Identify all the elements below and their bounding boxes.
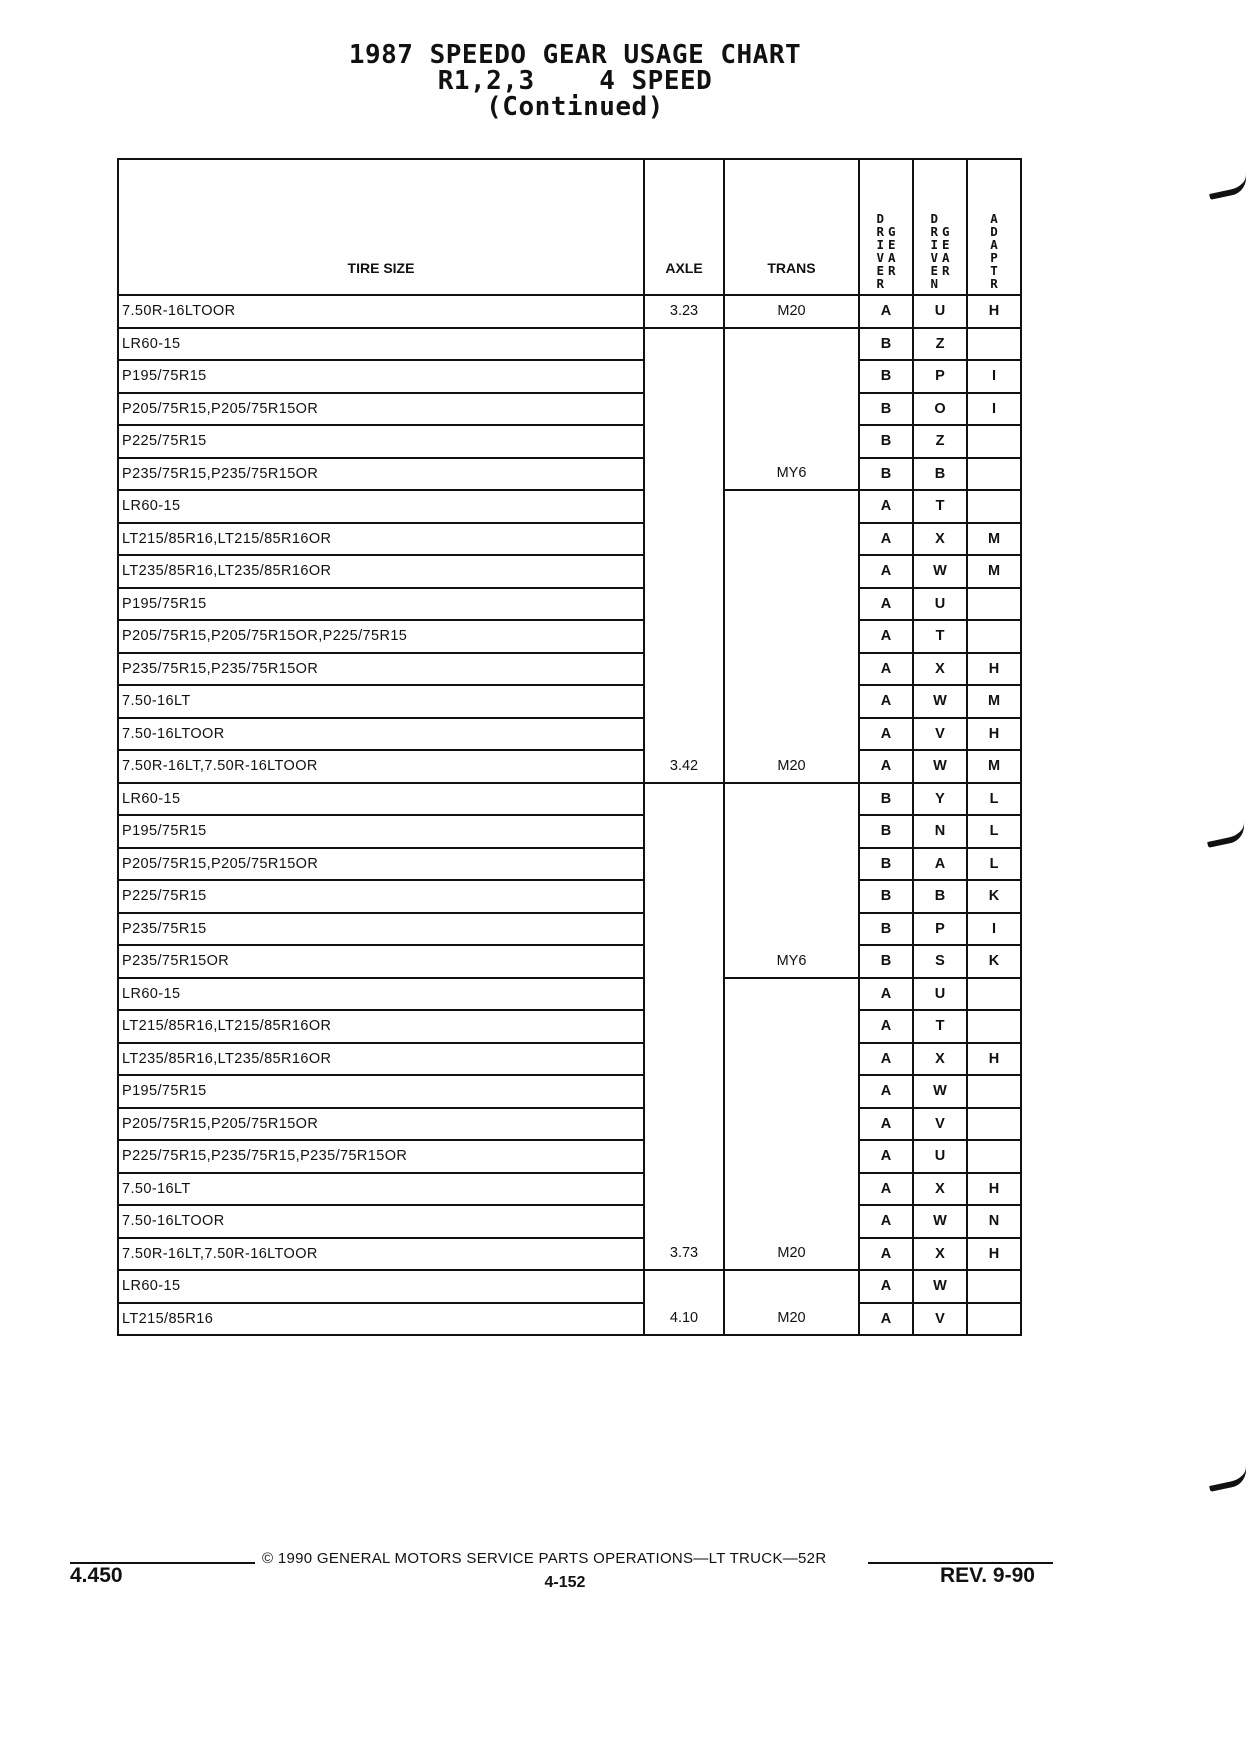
axle-cell (644, 458, 724, 491)
table-row (118, 848, 1021, 881)
adapter-cell: I (967, 913, 1021, 946)
drive-gear-cell: A (859, 1173, 913, 1206)
drive-gear-cell: A (859, 718, 913, 751)
adapter-cell: L (967, 815, 1021, 848)
adapter-cell: K (967, 880, 1021, 913)
drive-gear-cell: A (859, 1303, 913, 1336)
header-axle: AXLE (644, 159, 724, 295)
tire-size-cell: LR60-15 (118, 978, 644, 1011)
driven-gear-cell: V (913, 1303, 967, 1336)
driven-gear-cell: N (913, 815, 967, 848)
table-row (118, 620, 1021, 653)
adapter-cell: H (967, 1238, 1021, 1271)
trans-cell (724, 718, 859, 751)
tire-size-cell: LR60-15 (118, 490, 644, 523)
drive-gear-cell: B (859, 880, 913, 913)
axle-cell (644, 360, 724, 393)
adapter-cell (967, 978, 1021, 1011)
driven-gear-cell: B (913, 880, 967, 913)
table-row (118, 1270, 1021, 1303)
header-drive-gear: D R I V E R G E A R (859, 159, 913, 295)
drive-gear-cell: B (859, 328, 913, 361)
axle-cell (644, 588, 724, 621)
drive-gear-cell: B (859, 945, 913, 978)
adapter-cell: K (967, 945, 1021, 978)
axle-cell (644, 1270, 724, 1303)
table-row (118, 1205, 1021, 1238)
adapter-cell (967, 588, 1021, 621)
table-row (118, 458, 1021, 491)
tire-size-cell: 7.50R-16LTOOR (118, 295, 644, 328)
axle-cell (644, 783, 724, 816)
trans-cell (724, 1173, 859, 1206)
table-row (118, 1043, 1021, 1076)
trans-cell: M20 (724, 1238, 859, 1271)
driven-gear-cell: Z (913, 328, 967, 361)
axle-cell: 3.42 (644, 750, 724, 783)
driven-gear-cell: T (913, 1010, 967, 1043)
axle-cell (644, 425, 724, 458)
adapter-cell: M (967, 685, 1021, 718)
adapter-cell (967, 1303, 1021, 1336)
axle-cell (644, 685, 724, 718)
axle-cell: 4.10 (644, 1303, 724, 1336)
header-adapter: A D A P T R (967, 159, 1021, 295)
drive-gear-cell: B (859, 848, 913, 881)
drive-gear-cell: A (859, 588, 913, 621)
tire-size-cell: LR60-15 (118, 1270, 644, 1303)
driven-gear-cell: W (913, 555, 967, 588)
trans-cell: M20 (724, 1303, 859, 1336)
driven-gear-cell: W (913, 1205, 967, 1238)
tire-size-cell: P205/75R15,P205/75R15OR,P225/75R15 (118, 620, 644, 653)
driven-gear-cell: A (913, 848, 967, 881)
header-row (118, 159, 1021, 295)
driven-gear-cell: O (913, 393, 967, 426)
adapter-cell (967, 1108, 1021, 1141)
tire-size-cell: 7.50-16LT (118, 685, 644, 718)
footer-page-number: 4-152 (544, 1574, 586, 1591)
table-row (118, 1140, 1021, 1173)
table-row (118, 1010, 1021, 1043)
tire-size-cell: P205/75R15,P205/75R15OR (118, 393, 644, 426)
trans-cell (724, 783, 859, 816)
adapter-cell (967, 1010, 1021, 1043)
adapter-cell (967, 425, 1021, 458)
drive-gear-cell: A (859, 653, 913, 686)
axle-cell (644, 880, 724, 913)
driven-gear-cell: P (913, 360, 967, 393)
footer-revision: REV. 9-90 (940, 1564, 1035, 1587)
table-row (118, 555, 1021, 588)
adapter-cell (967, 458, 1021, 491)
driven-gear-cell: T (913, 620, 967, 653)
tire-size-cell: P195/75R15 (118, 815, 644, 848)
trans-cell (724, 913, 859, 946)
drive-gear-cell: A (859, 1108, 913, 1141)
driven-gear-cell: W (913, 1075, 967, 1108)
trans-cell (724, 685, 859, 718)
axle-cell (644, 945, 724, 978)
driven-gear-cell: V (913, 1108, 967, 1141)
page-title (250, 42, 900, 120)
tire-size-cell: P225/75R15,P235/75R15,P235/75R15OR (118, 1140, 644, 1173)
table-row (118, 815, 1021, 848)
axle-cell (644, 328, 724, 361)
adapter-cell: L (967, 848, 1021, 881)
table-row (118, 978, 1021, 1011)
trans-cell: MY6 (724, 458, 859, 491)
title-line-3: (Continued) (486, 92, 664, 122)
driven-gear-cell: S (913, 945, 967, 978)
tire-size-cell: LT215/85R16 (118, 1303, 644, 1336)
driven-gear-cell: U (913, 1140, 967, 1173)
tire-size-cell: P205/75R15,P205/75R15OR (118, 848, 644, 881)
adapter-cell: I (967, 360, 1021, 393)
driven-gear-cell: Z (913, 425, 967, 458)
axle-cell: 3.73 (644, 1238, 724, 1271)
trans-cell (724, 815, 859, 848)
drive-gear-cell: A (859, 1010, 913, 1043)
driven-gear-cell: V (913, 718, 967, 751)
trans-cell (724, 588, 859, 621)
header-trans: TRANS (724, 159, 859, 295)
adapter-cell: H (967, 1173, 1021, 1206)
footer-copyright: © 1990 GENERAL MOTORS SERVICE PARTS OPERATIONS—LT TRUCK—52R (262, 1550, 827, 1567)
adapter-cell (967, 490, 1021, 523)
trans-cell (724, 1075, 859, 1108)
tire-size-cell: P235/75R15 (118, 913, 644, 946)
axle-cell (644, 1108, 724, 1141)
drive-gear-cell: A (859, 750, 913, 783)
trans-cell (724, 1043, 859, 1076)
tire-size-cell: LR60-15 (118, 328, 644, 361)
tire-size-cell: P235/75R15OR (118, 945, 644, 978)
axle-cell (644, 523, 724, 556)
driven-gear-cell: X (913, 653, 967, 686)
trans-cell (724, 425, 859, 458)
binder-hole-mark-icon (1207, 1466, 1250, 1492)
table-row (118, 523, 1021, 556)
trans-cell (724, 328, 859, 361)
driven-gear-cell: Y (913, 783, 967, 816)
driven-gear-cell: P (913, 913, 967, 946)
tire-size-cell: LT235/85R16,LT235/85R16OR (118, 555, 644, 588)
drive-gear-cell: A (859, 1075, 913, 1108)
table-row (118, 880, 1021, 913)
adapter-cell (967, 1270, 1021, 1303)
adapter-cell: L (967, 783, 1021, 816)
adapter-cell: N (967, 1205, 1021, 1238)
drive-gear-cell: A (859, 295, 913, 328)
adapter-cell: H (967, 295, 1021, 328)
driven-gear-cell: X (913, 1238, 967, 1271)
trans-cell (724, 555, 859, 588)
tire-size-cell: P195/75R15 (118, 588, 644, 621)
tire-size-cell: LT215/85R16,LT215/85R16OR (118, 523, 644, 556)
driven-gear-cell: W (913, 750, 967, 783)
adapter-cell (967, 1140, 1021, 1173)
drive-gear-cell: B (859, 815, 913, 848)
trans-cell: M20 (724, 750, 859, 783)
drive-gear-cell: A (859, 1205, 913, 1238)
adapter-cell (967, 328, 1021, 361)
table-row (118, 945, 1021, 978)
table-row (118, 1075, 1021, 1108)
trans-cell (724, 490, 859, 523)
tire-size-cell: LT215/85R16,LT215/85R16OR (118, 1010, 644, 1043)
driven-gear-cell: B (913, 458, 967, 491)
adapter-cell: H (967, 653, 1021, 686)
adapter-cell: H (967, 1043, 1021, 1076)
axle-cell (644, 815, 724, 848)
axle-cell (644, 718, 724, 751)
table-row (118, 588, 1021, 621)
trans-cell (724, 393, 859, 426)
adapter-cell (967, 1075, 1021, 1108)
trans-cell (724, 1270, 859, 1303)
adapter-cell: M (967, 523, 1021, 556)
trans-cell (724, 1140, 859, 1173)
driven-gear-cell: X (913, 1043, 967, 1076)
tire-size-cell: P195/75R15 (118, 360, 644, 393)
axle-cell (644, 848, 724, 881)
tire-size-cell: P225/75R15 (118, 425, 644, 458)
tire-size-cell: P195/75R15 (118, 1075, 644, 1108)
table-row (118, 1108, 1021, 1141)
trans-cell (724, 653, 859, 686)
speedo-gear-table (117, 158, 1022, 1336)
axle-cell (644, 1075, 724, 1108)
table-row (118, 1303, 1021, 1336)
table-row (118, 490, 1021, 523)
drive-gear-cell: A (859, 620, 913, 653)
tire-size-cell: P235/75R15,P235/75R15OR (118, 458, 644, 491)
trans-cell (724, 978, 859, 1011)
tire-size-cell: 7.50-16LT (118, 1173, 644, 1206)
adapter-cell (967, 620, 1021, 653)
tire-size-cell: P205/75R15,P205/75R15OR (118, 1108, 644, 1141)
axle-cell (644, 653, 724, 686)
table-row (118, 360, 1021, 393)
table-row (118, 783, 1021, 816)
axle-cell (644, 393, 724, 426)
trans-cell (724, 523, 859, 556)
tire-size-cell: P225/75R15 (118, 880, 644, 913)
driven-gear-cell: W (913, 1270, 967, 1303)
driven-gear-cell: T (913, 490, 967, 523)
axle-cell: 3.23 (644, 295, 724, 328)
adapter-cell: M (967, 750, 1021, 783)
header-tire-size: TIRE SIZE (118, 159, 644, 295)
table-row (118, 653, 1021, 686)
axle-cell (644, 913, 724, 946)
footer-section-number: 4.450 (70, 1564, 123, 1587)
driven-gear-cell: U (913, 588, 967, 621)
trans-cell (724, 360, 859, 393)
axle-cell (644, 1205, 724, 1238)
drive-gear-cell: A (859, 555, 913, 588)
table-row (118, 685, 1021, 718)
table-row (118, 393, 1021, 426)
tire-size-cell: 7.50-16LTOOR (118, 718, 644, 751)
drive-gear-cell: B (859, 783, 913, 816)
axle-cell (644, 620, 724, 653)
binder-hole-mark-icon (1207, 174, 1250, 200)
drive-gear-cell: A (859, 523, 913, 556)
trans-cell: MY6 (724, 945, 859, 978)
tire-size-cell: 7.50R-16LT,7.50R-16LTOOR (118, 750, 644, 783)
trans-cell (724, 880, 859, 913)
drive-gear-cell: A (859, 1238, 913, 1271)
table-row (118, 913, 1021, 946)
title-line-1: 1987 SPEEDO GEAR USAGE CHART (348, 40, 802, 70)
axle-cell (644, 978, 724, 1011)
trans-cell (724, 1010, 859, 1043)
drive-gear-cell: B (859, 393, 913, 426)
trans-cell (724, 1108, 859, 1141)
driven-gear-cell: U (913, 295, 967, 328)
drive-gear-cell: B (859, 425, 913, 458)
drive-gear-cell: B (859, 458, 913, 491)
adapter-cell: H (967, 718, 1021, 751)
axle-cell (644, 1043, 724, 1076)
header-driven-gear: D R I V E N G E A R (913, 159, 967, 295)
trans-cell (724, 848, 859, 881)
driven-gear-cell: W (913, 685, 967, 718)
adapter-cell: M (967, 555, 1021, 588)
drive-gear-cell: A (859, 685, 913, 718)
table-row (118, 1173, 1021, 1206)
adapter-cell: I (967, 393, 1021, 426)
table-row (118, 295, 1021, 328)
drive-gear-cell: A (859, 978, 913, 1011)
tire-size-cell: LT235/85R16,LT235/85R16OR (118, 1043, 644, 1076)
binder-hole-mark-icon (1205, 822, 1248, 848)
axle-cell (644, 1140, 724, 1173)
tire-size-cell: P235/75R15,P235/75R15OR (118, 653, 644, 686)
drive-gear-cell: A (859, 1043, 913, 1076)
table-row (118, 425, 1021, 458)
axle-cell (644, 1173, 724, 1206)
drive-gear-cell: A (859, 490, 913, 523)
driven-gear-cell: X (913, 523, 967, 556)
driven-gear-cell: X (913, 1173, 967, 1206)
drive-gear-cell: B (859, 913, 913, 946)
title-line-2: R1,2,3 4 SPEED (437, 66, 713, 96)
axle-cell (644, 490, 724, 523)
trans-cell (724, 620, 859, 653)
trans-cell: M20 (724, 295, 859, 328)
drive-gear-cell: A (859, 1270, 913, 1303)
axle-cell (644, 555, 724, 588)
table-row (118, 1238, 1021, 1271)
drive-gear-cell: A (859, 1140, 913, 1173)
drive-gear-cell: B (859, 360, 913, 393)
tire-size-cell: 7.50-16LTOOR (118, 1205, 644, 1238)
driven-gear-cell: U (913, 978, 967, 1011)
tire-size-cell: 7.50R-16LT,7.50R-16LTOOR (118, 1238, 644, 1271)
trans-cell (724, 1205, 859, 1238)
table-row (118, 718, 1021, 751)
axle-cell (644, 1010, 724, 1043)
table-row (118, 328, 1021, 361)
tire-size-cell: LR60-15 (118, 783, 644, 816)
table-row (118, 750, 1021, 783)
